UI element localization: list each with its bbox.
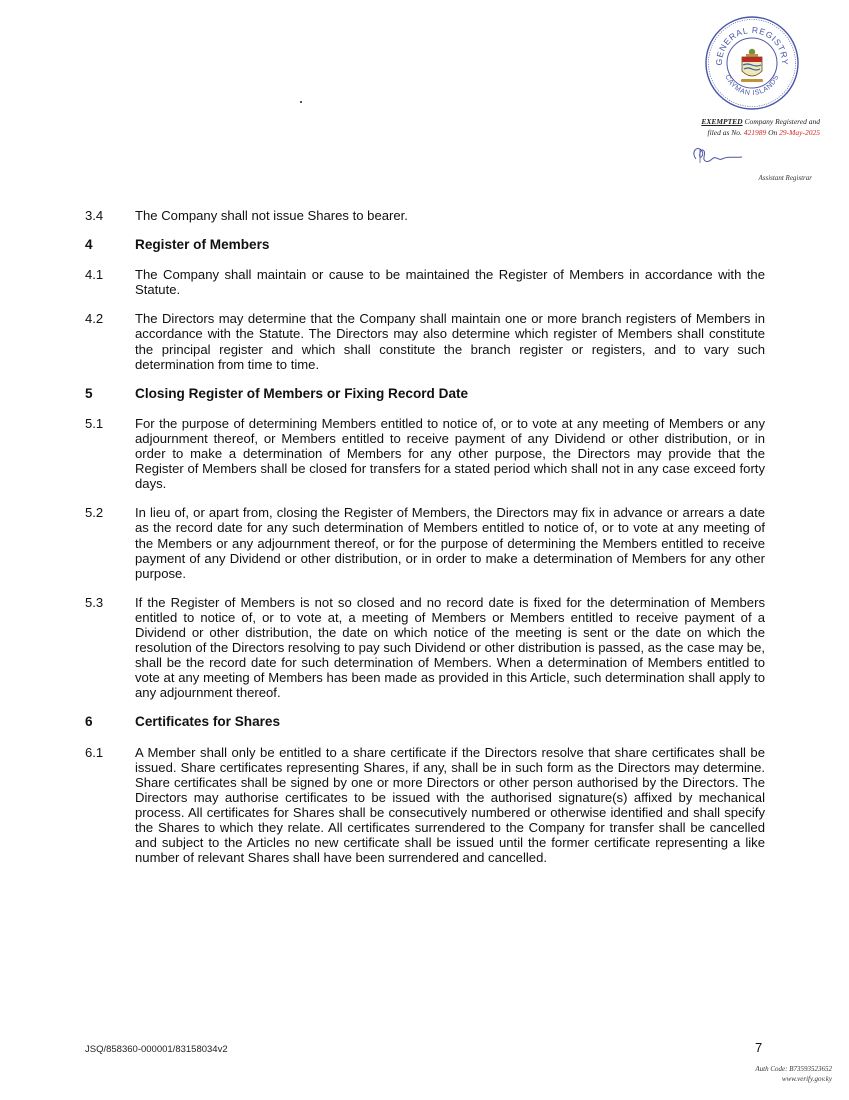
assistant-registrar-label: Assistant Registrar bbox=[758, 174, 812, 182]
registration-number: 421989 bbox=[743, 128, 767, 137]
general-registry-seal bbox=[704, 15, 800, 111]
clause-text: For the purpose of determining Members entitled to notice of, or to vote at any meeting of Members or any adjournment thereof, or Members entitled to receive payment of any Dividend or other distribution, or in order to make a determination of Members for any other purpose, the Directors may provide that the Register of Members shall be closed for transfers for a stated period which shall not in any case exceed forty days. bbox=[135, 415, 765, 492]
clause-number: 5.1 bbox=[85, 415, 104, 431]
auth-code: Auth Code: B73593523652 bbox=[755, 1065, 832, 1073]
clause-paragraph bbox=[85, 208, 765, 223]
clause-paragraph bbox=[85, 311, 765, 371]
registered-text: Company Registered and bbox=[742, 117, 820, 126]
stamp-line-1 bbox=[660, 116, 820, 127]
section-heading bbox=[85, 714, 765, 729]
clause-text: If the Register of Members is not so closed and no record date is fixed for the determination of Members entitled to notice of, or to vote at, a meeting of Members or Members entitled to receive payment of a Dividend or other distribution, the date on which notice of the meeting is sent or the date on which the resolution of the Directors resolving to pay such Dividend or other distribution is passed, as the case may be, shall be the record date for such determination of Members. When a determination of Members entitled to vote at any meeting of Members has been made as provided in this Article, such determination shall apply to any adjournment thereof. bbox=[135, 594, 765, 701]
section-heading bbox=[85, 386, 765, 401]
auth-code-block bbox=[700, 1064, 832, 1084]
stray-dot bbox=[300, 101, 302, 103]
filed-prefix: filed as No. bbox=[707, 128, 744, 137]
clause-number: 4.1 bbox=[85, 267, 104, 283]
document-body bbox=[85, 208, 765, 879]
registration-date: 29-May-2025 bbox=[779, 128, 820, 137]
clause-text: The Company shall maintain or cause to be maintained the Register of Members in accordance with the Statute. bbox=[135, 267, 765, 298]
section-title: Certificates for Shares bbox=[135, 714, 281, 730]
document-reference: JSQ/858360-000001/83158034v2 bbox=[85, 1044, 228, 1055]
clause-number: 5.3 bbox=[85, 594, 104, 610]
section-title: Closing Register of Members or Fixing Record Date bbox=[135, 385, 469, 401]
section-number: 6 bbox=[85, 714, 93, 730]
clause-paragraph bbox=[85, 595, 765, 701]
clause-paragraph bbox=[85, 745, 765, 866]
section-title: Register of Members bbox=[135, 237, 270, 253]
on-text: On bbox=[766, 128, 780, 137]
clause-text: In lieu of, or apart from, closing the Register of Members, the Directors may fix in advance or arrears a date as the record date for any such determination of Members entitled to notice of, or to vote at any meeting of the Members or any adjournment thereof, or for the purpose of determining the Members entitled to receive payment of any Dividend or other distribution, or in order to make a determination of Members for any other purpose. bbox=[135, 505, 765, 581]
clause-text: A Member shall only be entitled to a share certificate if the Directors resolve that share certificates shall be issued. Share certificates representing Shares, if any, shall be in such form as the Directors may determine. Share certificates shall be signed by one or more Directors or other person authorised by the Directors. The Directors may authorise certificates to be issued with the authorised signature(s) affixed by mechanical process. All certificates for Shares shall be consecutively numbered or otherwise identified and shall specify the Shares to which they relate. All certificates surrendered to the Company for transfer shall be cancelled and subject to the Articles no new certificate shall be issued until the former certificate representing a like number of relevant Shares shall have been surrendered and cancelled. bbox=[135, 744, 765, 866]
section-number: 4 bbox=[85, 237, 93, 253]
exempted-label: EXEMPTED bbox=[701, 117, 743, 126]
clause-number: 5.2 bbox=[85, 505, 104, 521]
page-number: 7 bbox=[755, 1040, 763, 1055]
section-heading bbox=[85, 237, 765, 252]
verify-url: www.verify.gov.ky bbox=[781, 1075, 832, 1083]
clause-number: 4.2 bbox=[85, 311, 104, 327]
clause-paragraph bbox=[85, 416, 765, 491]
clause-paragraph bbox=[85, 267, 765, 297]
clause-text: The Directors may determine that the Company shall maintain one or more branch registers of Members in accordance with the Statute. The Directors may also determine which register of Members shall constitute the principal register and which shall constitute the branch register or registers, and to vary such determination from time to time. bbox=[135, 311, 765, 372]
stamp-line-2 bbox=[660, 127, 820, 138]
clause-paragraph bbox=[85, 505, 765, 580]
seal-inner-text: CAYMAN ISLANDS bbox=[723, 73, 781, 98]
clause-number: 3.4 bbox=[85, 208, 104, 223]
clause-number: 6.1 bbox=[85, 744, 104, 760]
coat-of-arms-icon bbox=[741, 49, 763, 82]
clause-text: The Company shall not issue Shares to bearer. bbox=[135, 208, 408, 223]
section-number: 5 bbox=[85, 385, 93, 401]
registrar-signature bbox=[688, 143, 744, 167]
seal-outer-text: GENERAL REGISTRY bbox=[713, 24, 791, 66]
registration-stamp bbox=[660, 116, 820, 138]
